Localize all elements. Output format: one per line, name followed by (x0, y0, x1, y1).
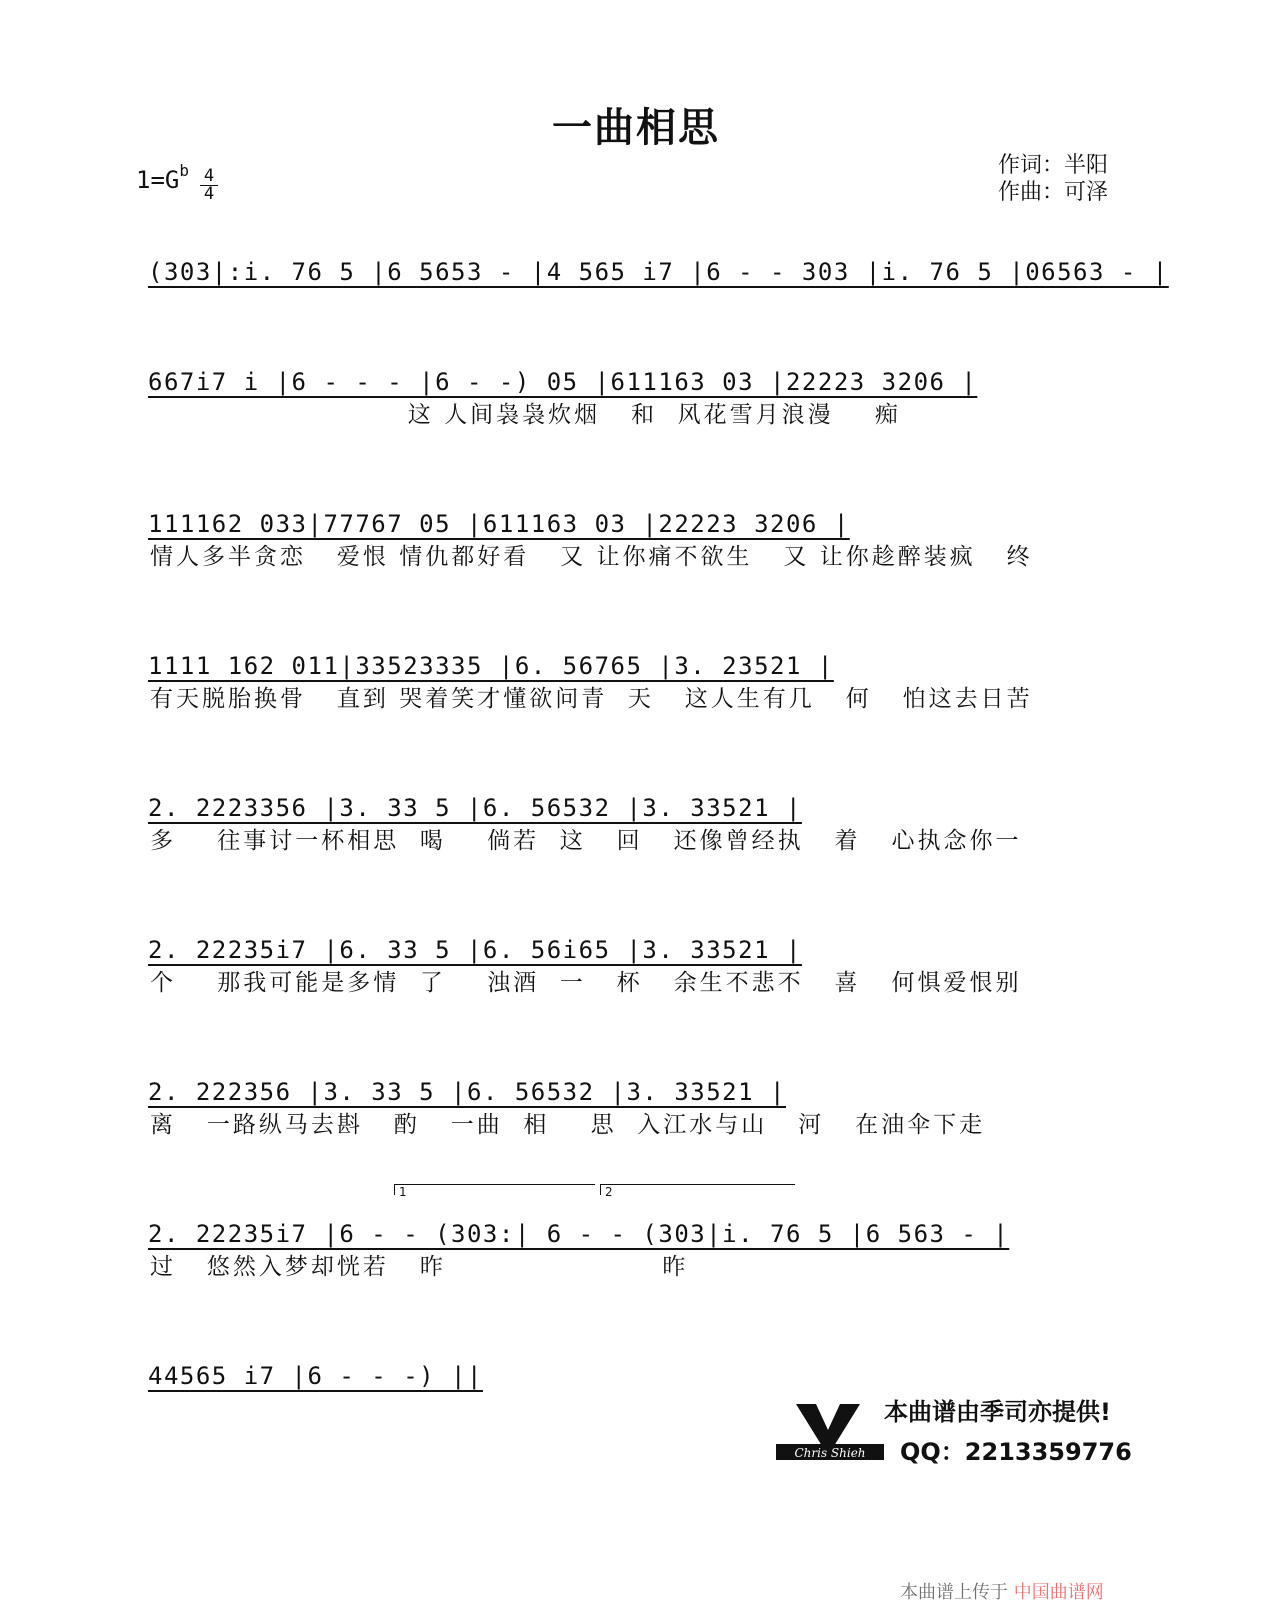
notation-line-2: 667i7 i |6 - - - |6 - -) 05 |611163 03 |22223 3206 | (148, 368, 978, 396)
site-watermark: 本曲谱上传于 中国曲谱网 (900, 1582, 1104, 1603)
qq-number: QQ：2213359776 (900, 1438, 1132, 1466)
song-title: 一曲相思 (552, 105, 720, 151)
volta-bracket-1: 1 (394, 1184, 595, 1195)
lyric-line-6: 离 一路纵马去斟 酌 一曲 相 思 入江水与山 河 在油伞下走 (150, 1112, 986, 1138)
credits (998, 152, 1108, 206)
notation-line-4: 1111 162 011|33523335 |6. 56765 |3. 23521 | (148, 652, 834, 680)
notation-line-5: 2. 2223356 |3. 33 5 |6. 56532 |3. 33521 | (148, 794, 802, 822)
lyric-line-3: 有天脱胎换骨 直到 哭着笑才懂欲问青 天 这人生有几 何 怕这去日苦 (150, 686, 1033, 712)
notation-line-3: 111162 033|77767 05 |611163 03 |22223 3206 | (148, 510, 850, 538)
notation-line-6: 2. 22235i7 |6. 33 5 |6. 56i65 |3. 33521 | (148, 936, 802, 964)
lyric-line-2: 情人多半贪恋 爱恨 情仇都好看 又 让你痛不欲生 又 让你趁醉装疯 终 (150, 544, 1033, 570)
key-signature: $1=G^b$ (136, 161, 189, 194)
logo-text: Chris Shieh (794, 1446, 866, 1460)
volta-bracket-2: 2 (600, 1184, 795, 1195)
lyric-line-1: 这 人间袅袅炊烟 和 风花雪月浪漫 痴 (150, 402, 901, 428)
lyricist: 作词：半阳 (998, 153, 1109, 178)
notation-line-8: 2. 22235i7 |6 - - (303:| 6 - - (303|i. 76 5 |6 563 - | (148, 1220, 1010, 1248)
provided-by-text: 本曲谱由季司亦提供! (884, 1398, 1111, 1426)
provider-info (884, 1392, 1132, 1472)
composer: 作曲：可泽 (998, 180, 1109, 205)
lyric-line-4: 多 往事讨一杯相思 喝 倘若 这 回 还像曾经执 着 心执念你一 (150, 828, 1022, 854)
lyric-line-7: 过 悠然入梦却恍若 昨 昨 (150, 1254, 689, 1280)
chris-shieh-logo (772, 1400, 884, 1462)
lyric-line-5: 个 那我可能是多情 了 浊酒 一 杯 余生不悲不 喜 何惧爱恨别 (150, 970, 1022, 996)
notation-line-9: 44565 i7 |6 - - -) || (148, 1362, 483, 1390)
notation-line-1: (303|:i. 76 5 |6 5653 - |4 565 i7 |6 - - 303 |i. 76 5 |06563 - | (148, 258, 1169, 286)
time-signature: 4 4 (200, 168, 218, 203)
notation-line-7: 2. 222356 |3. 33 5 |6. 56532 |3. 33521 | (148, 1078, 786, 1106)
